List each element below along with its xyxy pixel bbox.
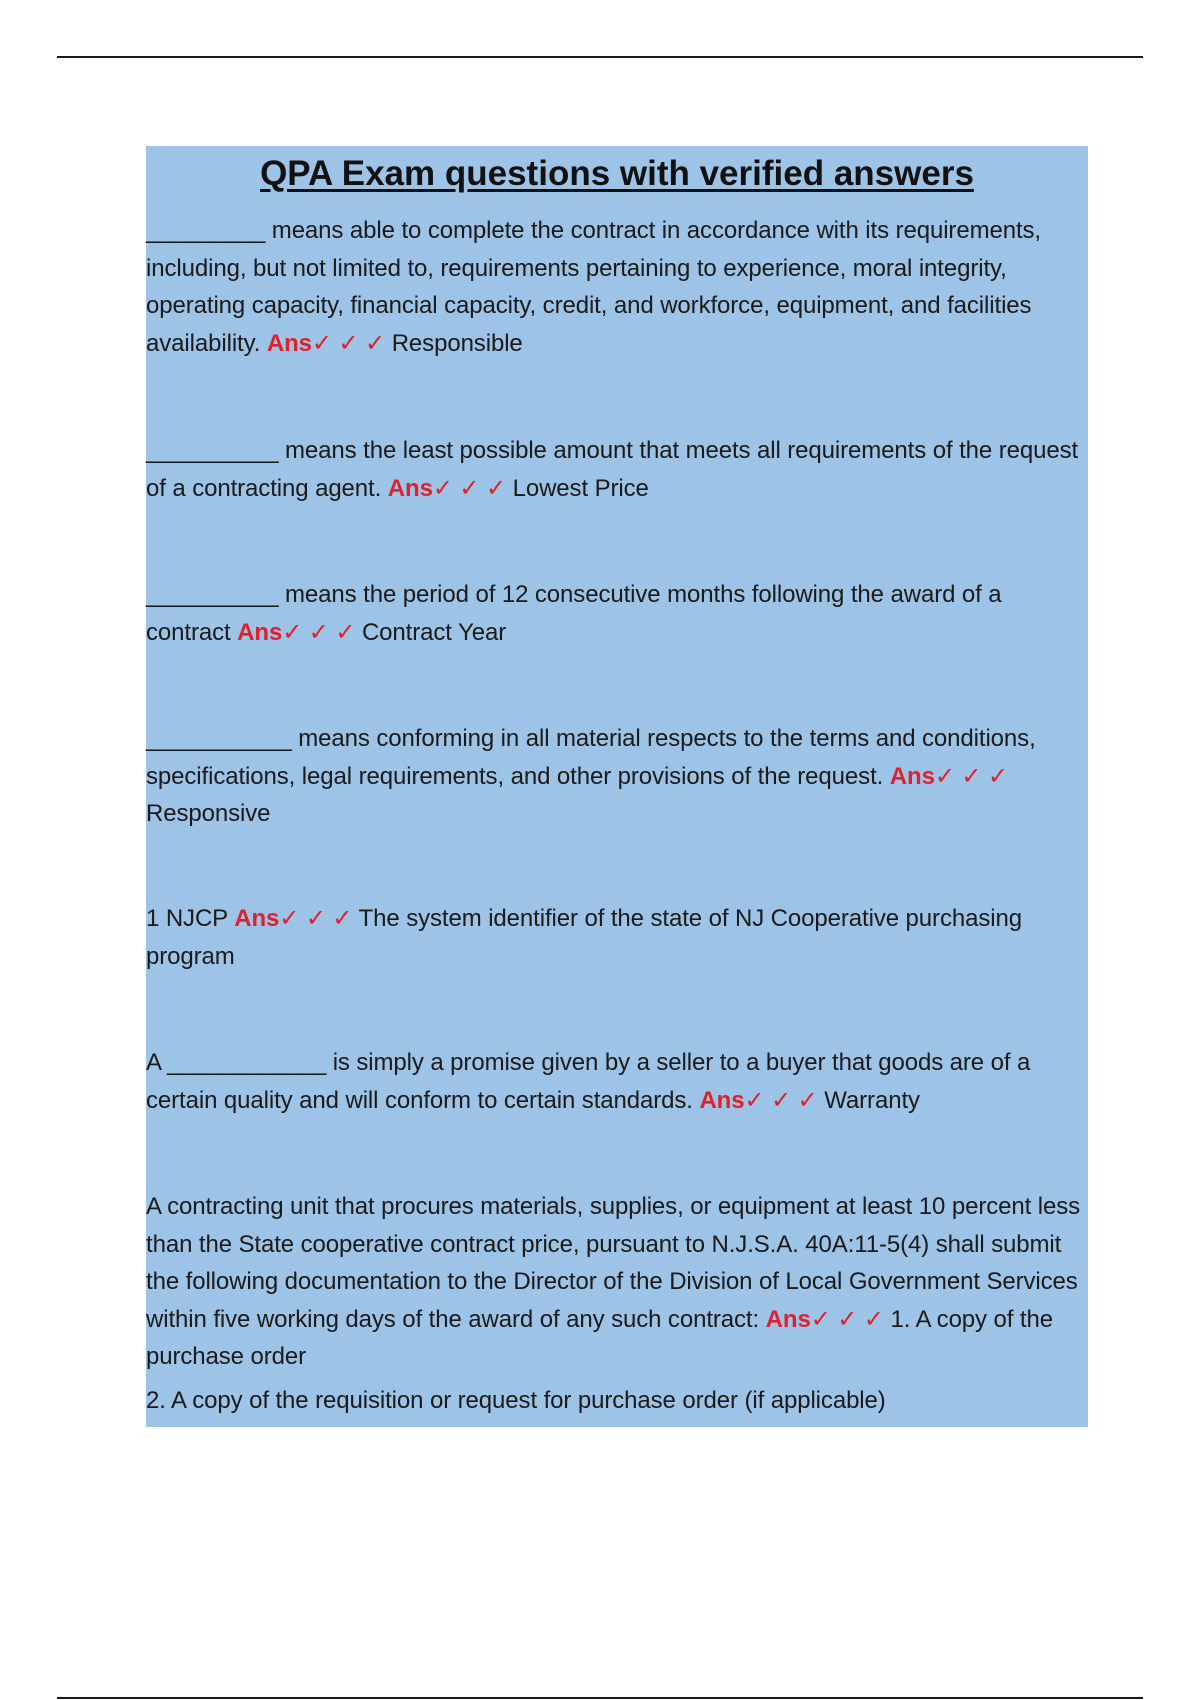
check-icon: ✓ ✓ ✓ xyxy=(432,474,506,502)
qa-item xyxy=(146,1188,1088,1376)
question-text: ___________ means conforming in all material respects to the terms and conditions, specifications, legal requirements, and other provisions of the request. xyxy=(146,725,1036,790)
answer-text: Contract Year xyxy=(361,618,507,646)
check-icon: ✓ ✓ ✓ xyxy=(279,905,353,932)
answer-text: 1. A copy of the purchase order xyxy=(146,1305,1053,1370)
ans-label: Ans xyxy=(237,618,283,646)
check-icon: ✓ ✓ ✓ xyxy=(282,618,356,646)
answer-text: The system identifier of the state of NJ Cooperative purchasing program xyxy=(146,905,1022,970)
check-icon: ✓ ✓ ✓ xyxy=(744,1086,818,1114)
question-text: 1 NJCP xyxy=(146,905,228,932)
ans-label: Ans xyxy=(699,1086,745,1114)
ans-label: Ans xyxy=(765,1305,811,1333)
ans-label: Ans xyxy=(387,474,433,502)
check-icon: ✓ ✓ ✓ xyxy=(311,329,386,357)
question-text: __________ means the least possible amount that meets all requirements of the request of a contracting agent. xyxy=(146,437,1079,502)
question-text: A contracting unit that procures materials, supplies, or equipment at least 10 percent less than the State cooperative contract price, pursuant to N.J.S.A. 40A:11-5(4) shall submit the following documentation to the Director of the Division of Local Government Services within five working days of the award of any such contract: xyxy=(146,1193,1081,1333)
ans-label: Ans xyxy=(266,329,312,357)
answer-continuation xyxy=(146,1382,1088,1420)
answer-text: Warranty xyxy=(824,1086,920,1114)
answer-text: 2. A copy of the requisition or request for purchase order (if applicable) xyxy=(146,1387,886,1414)
qa-item xyxy=(146,720,1088,833)
check-icon: ✓ ✓ ✓ xyxy=(810,1305,884,1333)
answer-text: Responsive xyxy=(146,800,271,827)
qa-item xyxy=(146,576,1088,651)
ans-label: Ans xyxy=(889,762,935,790)
qa-item xyxy=(146,432,1088,507)
qa-item xyxy=(146,1044,1088,1119)
answer-text: Responsible xyxy=(391,329,523,357)
check-icon: ✓ ✓ ✓ xyxy=(934,762,1009,790)
bottom-rule xyxy=(57,1697,1143,1699)
document-title: QPA Exam questions with verified answers xyxy=(260,154,974,193)
ans-label: Ans xyxy=(234,905,280,932)
qa-item xyxy=(146,900,1088,975)
question-text: __________ means the period of 12 consecutive months following the award of a contract xyxy=(146,581,1002,646)
top-rule xyxy=(57,56,1143,58)
qa-item xyxy=(146,212,1088,362)
question-text: _________ means able to complete the contract in accordance with its requirements, including, but not limited to, requirements pertaining to experience, moral integrity, operating capacity, financial capacity, credit, and workforce, equipment, and facilities availability. xyxy=(146,217,1041,357)
question-text: A ____________ is simply a promise given by a seller to a buyer that goods are of a certain quality and will conform to certain standards. xyxy=(146,1049,1031,1114)
answer-text: Lowest Price xyxy=(512,474,649,502)
content-panel xyxy=(146,146,1088,1427)
